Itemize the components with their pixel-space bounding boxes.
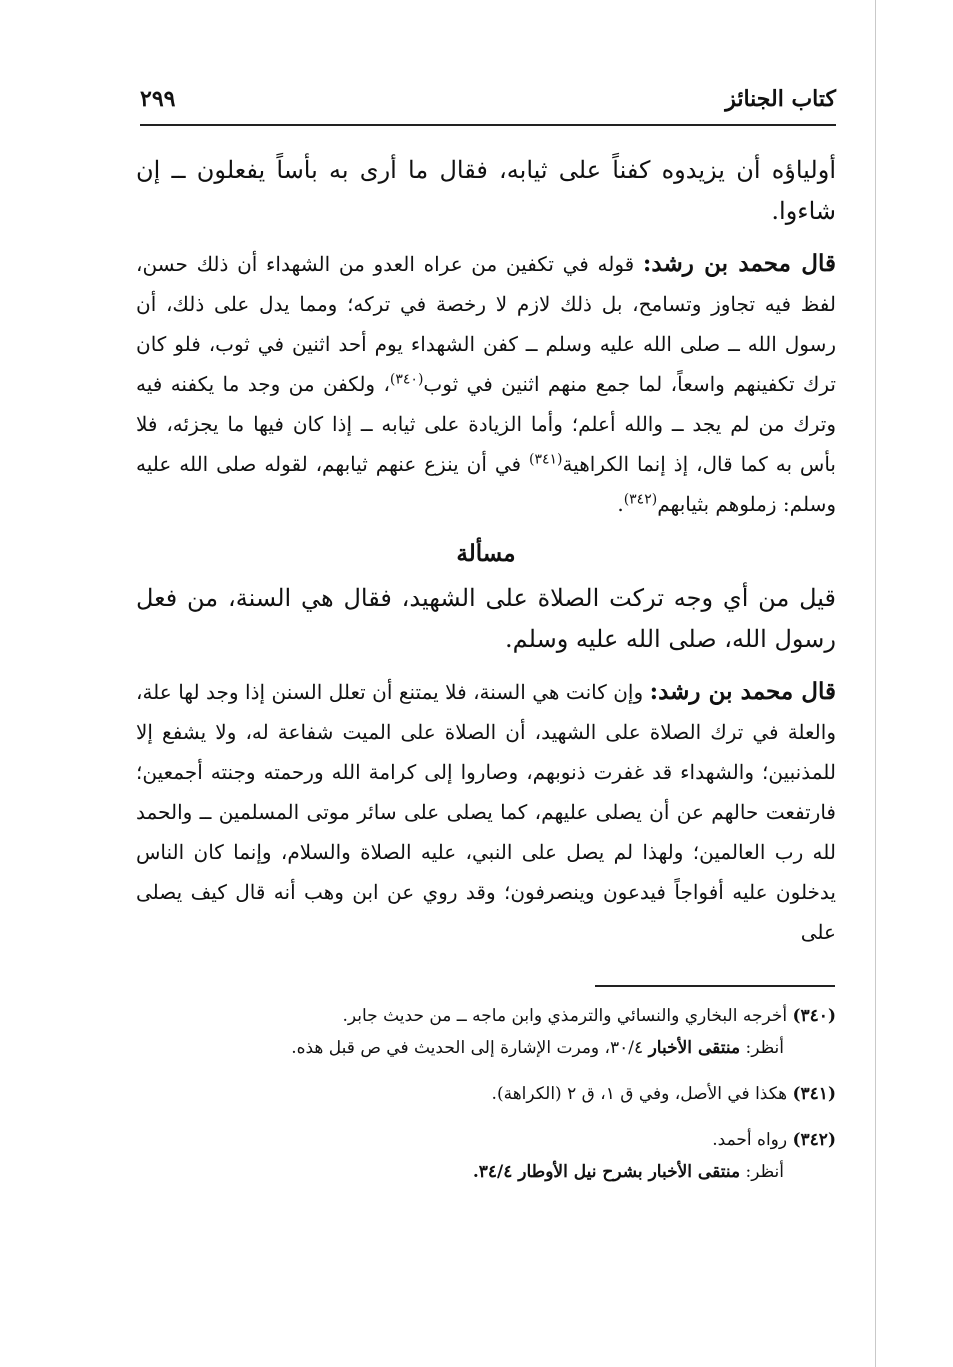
section-heading: مسألة	[456, 540, 516, 567]
paragraph-text: أولياؤه أن يزيدوه كفناً على ثيابه، فقال ما أرى به بأساً يفعلون ــ إن شاءوا.	[136, 156, 836, 225]
commentary-lead: قال محمد بن رشد:	[642, 250, 836, 277]
footnote-book: منتقى الأخبار بشرح نيل الأوطار ٣٤/٤.	[472, 1162, 741, 1182]
page-number: ٢٩٩	[140, 86, 176, 112]
footnote-text: هكذا في الأصل، وفي ق ١، ق ٢ (الكراهة).	[491, 1084, 793, 1104]
commentary-paragraph	[136, 244, 836, 524]
paragraph-text: ، ولكفن من وجد ما يكفنه فيه وترك من لم يجد ــ والله أعلم؛ وأما الزيادة على ثيابه ــ إذا كان فيها ما يجزئه، فلا بأس به كما قال، إذ إنما الكراهية	[136, 372, 836, 476]
footnotes	[136, 1000, 836, 1202]
running-title: كتاب الجنائز	[725, 86, 836, 112]
footnote-see: أنظر:	[740, 1162, 784, 1182]
footnote-ref[interactable]: (٣٤١)	[528, 451, 563, 468]
footnote-ref[interactable]: (٣٤٢)	[623, 491, 658, 508]
footnote-rule	[595, 985, 835, 987]
footnote-text: أخرجه البخاري والنسائي والترمذي وابن ماجه ــ من حديث جابر.	[342, 1006, 793, 1026]
footnote-text: ٣٠/٤، ومرت الإشارة إلى الحديث في ص قبل هذه.	[291, 1038, 649, 1058]
footnote-number: (٣٤٢)	[792, 1130, 836, 1150]
footnote-text: رواه أحمد.	[712, 1130, 793, 1150]
header-rule	[140, 124, 836, 126]
paragraph-text: قيل من أي وجه تركت الصلاة على الشهيد، فقال هي السنة، من فعل رسول الله، صلى الله عليه وسلم.	[136, 584, 836, 653]
footnote-341	[136, 1078, 836, 1110]
paragraph-text: قوله في تكفين من عراه العدو من الشهداء أن ذلك حسن، لفظ فيه تجاوز وتسامح، بل ذلك لازم لا رخصة في تركه؛ ومما يدل على ذلك، أن رسول الله ــ صلى الله عليه وسلم ــ كفن الشهداء يوم أحد اثنين في ثوب، فلو كان ترك تكفينهم واسعاً، لما جمع منهم اثنين في ثوب	[136, 252, 836, 396]
footnote-number: (٣٤١)	[792, 1084, 836, 1104]
question-paragraph	[136, 578, 836, 660]
paragraph-text: وإن كانت هي السنة، فلا يمتنع أن تعلل السنن إذا وجد لها علة، والعلة في ترك الصلاة على الشهيد، أن الصلاة على الميت شفاعة له، ولا يشفع إلا للمذنبين؛ والشهداء قد غفرت ذنوبهم، وصاروا إلى كرامة الله ورحمته وجنته أجمعين؛ فارتفعت حالهم عن أن يصلى عليهم، كما يصلى على سائر موتى المسلمين ــ والحمد لله رب العالمين؛ ولهذا لم يصل على النبي، عليه الصلاة والسلام، وإنما كان الناس يدخلون عليه أفواجاً فيدعون وينصرفون؛ وقد روي عن ابن وهب أنه قال كيف يصلى على	[136, 680, 836, 944]
page-edge-line	[875, 0, 876, 1367]
commentary-paragraph	[136, 672, 836, 952]
footnote-342	[136, 1124, 836, 1188]
commentary-lead: قال محمد بن رشد:	[649, 678, 836, 705]
main-text	[136, 150, 836, 964]
page-header	[140, 86, 836, 124]
paragraph-text: .	[617, 492, 624, 516]
footnote-book: منتقى الأخبار	[648, 1038, 741, 1058]
paragraph-text: في أن ينزع عنهم ثيابهم، لقوله صلى الله عليه وسلم: زملوهم بثيابهم	[136, 452, 836, 516]
footnote-340	[136, 1000, 836, 1064]
footnote-ref[interactable]: (٣٤٠)	[389, 371, 424, 388]
footnote-see: أنظر:	[740, 1038, 784, 1058]
paragraph-continued	[136, 150, 836, 232]
footnote-number: (٣٤٠)	[792, 1006, 836, 1026]
